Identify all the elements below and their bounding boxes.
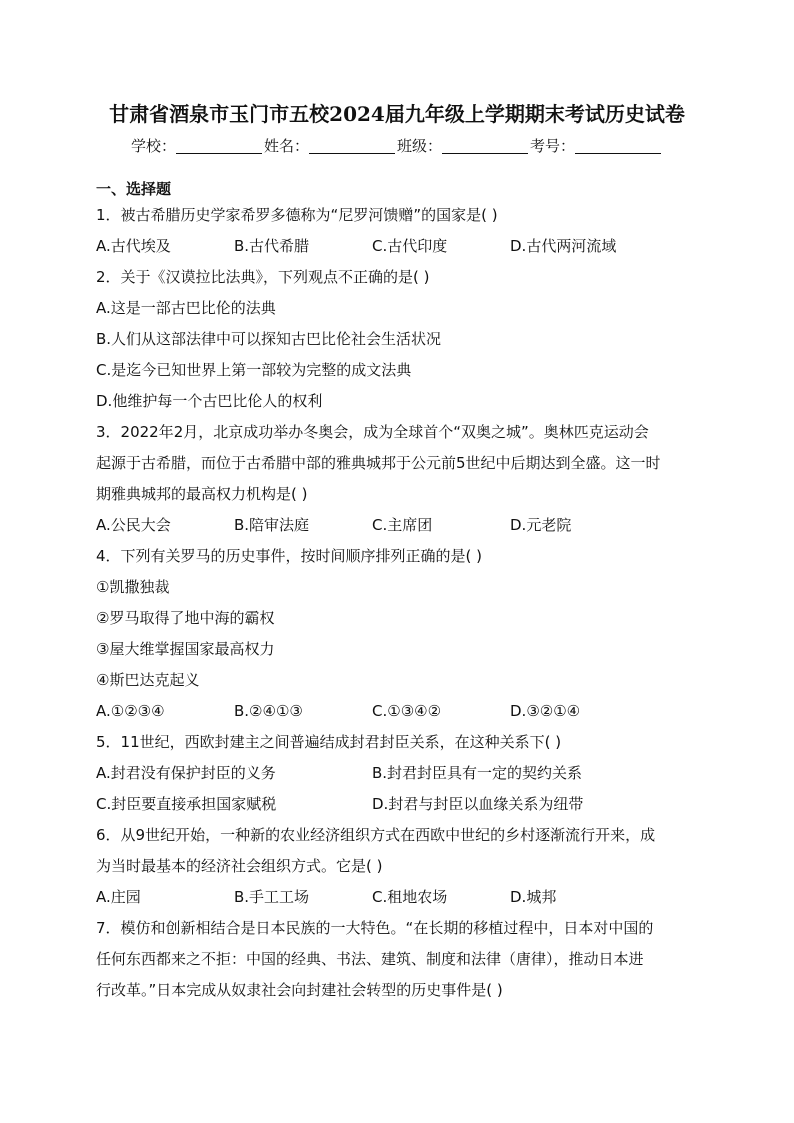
question-1-stem: 1．被古希腊历史学家希罗多德称为“尼罗河馈赠”的国家是( ): [96, 206, 498, 224]
question-2-option-d[interactable]: D.他维护每一个古巴比伦人的权利: [96, 392, 323, 410]
question-2-option-c[interactable]: C.是迄今已知世界上第一部较为完整的成文法典: [96, 361, 412, 379]
question-3-option-a[interactable]: A.公民大会: [96, 516, 171, 534]
question-6-option-a[interactable]: A.庄园: [96, 888, 141, 906]
question-4-stem: 4．下列有关罗马的历史事件，按时间顺序排列正确的是( ): [96, 547, 483, 565]
question-1-option-d[interactable]: D.古代两河流域: [510, 237, 617, 255]
question-5-options-row-2: [96, 789, 706, 820]
question-3-option-d[interactable]: D.元老院: [510, 516, 572, 534]
question-6-stem-line-1: 6．从9世纪开始，一种新的农业经济组织方式在西欧中世纪的乡村逐渐流行开来，成: [96, 826, 656, 844]
question-2-stem: 2．关于《汉谟拉比法典》，下列观点不正确的是( ): [96, 268, 430, 286]
question-3-stem-line-2: 起源于古希腊，而位于古希腊中部的雅典城邦于公元前5世纪中后期达到全盛。这一时: [96, 454, 661, 472]
class-label: 班级：: [397, 137, 443, 155]
question-5-option-b[interactable]: B.封君封臣具有一定的契约关系: [372, 764, 583, 782]
question-1-option-b[interactable]: B.古代希腊: [234, 237, 310, 255]
question-6-options: [96, 882, 706, 913]
section-heading: 一、选择题: [96, 180, 172, 198]
question-4-option-c[interactable]: C.①③④②: [372, 702, 442, 720]
question-4-item-4: ④斯巴达克起义: [96, 671, 200, 689]
question-3-option-b[interactable]: B.陪审法庭: [234, 516, 310, 534]
questions-area: [96, 178, 706, 1006]
question-7-stem-line-2: 任何东西都来之不拒：中国的经典、书法、建筑、制度和法律（唐律），推动日本进: [96, 950, 644, 968]
question-5-stem: 5．11世纪，西欧封建主之间普遍结成封君封臣关系，在这种关系下( ): [96, 733, 562, 751]
question-4-options: [96, 696, 706, 727]
class-blank[interactable]: [442, 137, 528, 154]
question-4-item-3: ③屋大维掌握国家最高权力: [96, 640, 275, 658]
question-7-stem-line-1: 7．模仿和创新相结合是日本民族的一大特色。“在长期的移植过程中，日本对中国的: [96, 919, 654, 937]
question-4-option-a[interactable]: A.①②③④: [96, 702, 165, 720]
question-6-stem-line-2: 为当时最基本的经济社会组织方式。它是( ): [96, 857, 383, 875]
question-6-option-c[interactable]: C.租地农场: [372, 888, 448, 906]
name-blank[interactable]: [309, 137, 395, 154]
question-2-option-b[interactable]: B.人们从这部法律中可以探知古巴比伦社会生活状况: [96, 330, 442, 348]
question-1-option-c[interactable]: C.古代印度: [372, 237, 448, 255]
question-5-option-c[interactable]: C.封臣要直接承担国家赋税: [96, 795, 277, 813]
student-info-line: [0, 135, 794, 157]
question-5-option-d[interactable]: D.封君与封臣以血缘关系为纽带: [372, 795, 584, 813]
question-1-options: [96, 231, 706, 262]
question-4-item-1: ①凯撒独裁: [96, 578, 170, 596]
question-3-options: [96, 510, 706, 541]
question-3-option-c[interactable]: C.主席团: [372, 516, 433, 534]
question-4-option-b[interactable]: B.②④①③: [234, 702, 303, 720]
exam-title: 甘肃省酒泉市玉门市五校2024届九年级上学期期末考试历史试卷: [109, 102, 685, 126]
question-6-option-b[interactable]: B.手工工场: [234, 888, 310, 906]
question-1-option-a[interactable]: A.古代埃及: [96, 237, 171, 255]
school-label: 学校：: [130, 137, 176, 155]
question-2-option-a[interactable]: A.这是一部古巴比伦的法典: [96, 299, 276, 317]
name-label: 姓名：: [263, 137, 309, 155]
question-3-stem-line-1: 3．2022年2月，北京成功举办冬奥会，成为全球首个“双奥之城”。奥林匹克运动会: [96, 423, 649, 441]
school-blank[interactable]: [176, 137, 262, 154]
question-5-options-row-1: [96, 758, 706, 789]
number-label: 考号：: [530, 137, 576, 155]
number-blank[interactable]: [575, 137, 661, 154]
question-5-option-a[interactable]: A.封君没有保护封臣的义务: [96, 764, 276, 782]
question-6-option-d[interactable]: D.城邦: [510, 888, 557, 906]
question-4-item-2: ②罗马取得了地中海的霸权: [96, 609, 275, 627]
question-7-stem-line-3: 行改革。”日本完成从奴隶社会向封建社会转型的历史事件是( ): [96, 981, 503, 999]
question-4-option-d[interactable]: D.③②①④: [510, 702, 581, 720]
question-3-stem-line-3: 期雅典城邦的最高权力机构是( ): [96, 485, 308, 503]
